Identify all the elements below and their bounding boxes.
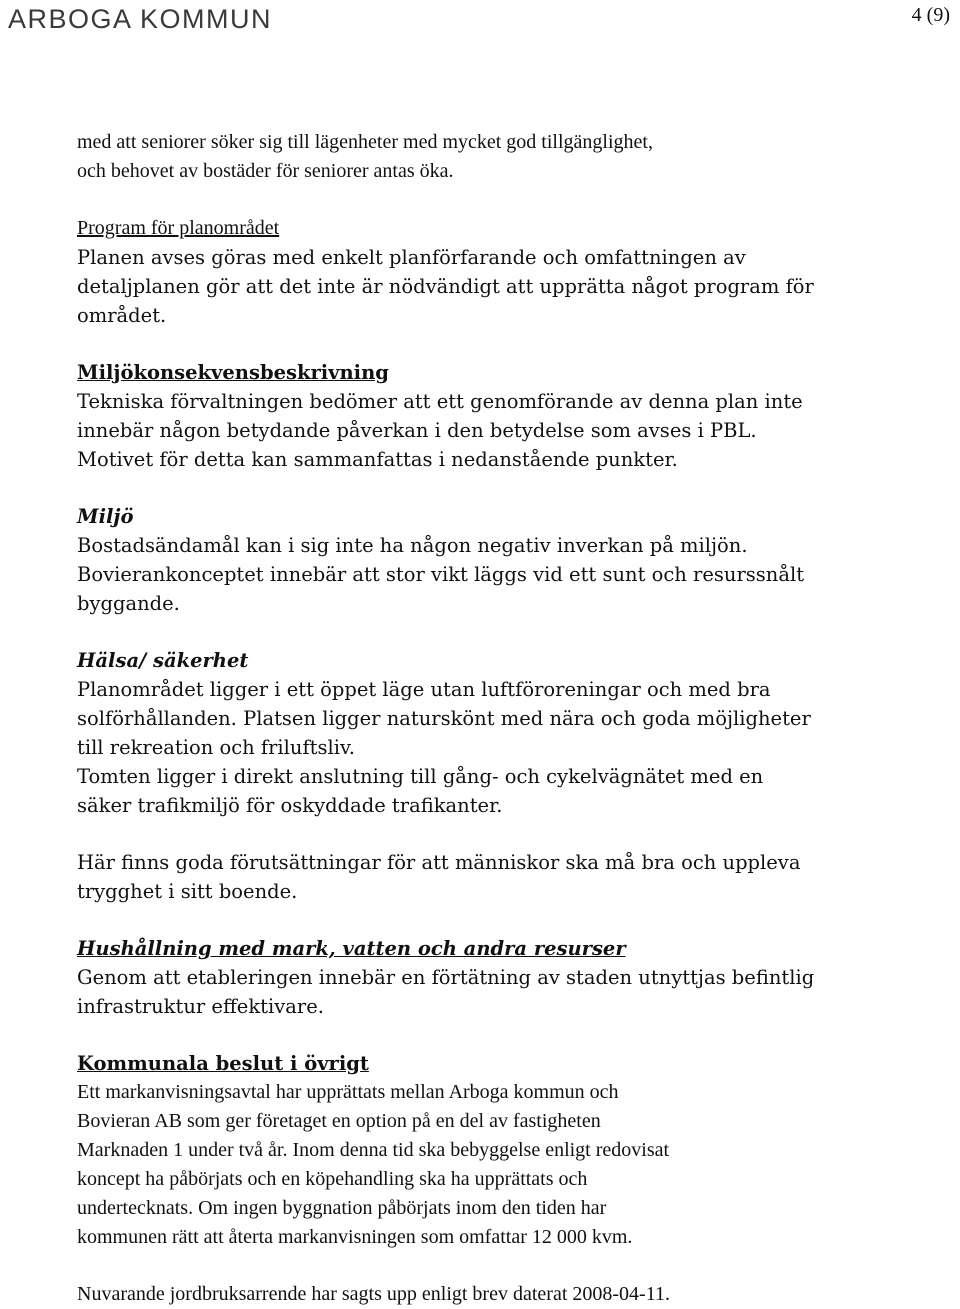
miljo-line: Bostadsändamål kan i sig inte ha någon negativ inverkan på miljön.	[77, 534, 748, 557]
page-number: 4 (9)	[911, 4, 950, 26]
program-line: Planen avses göras med enkelt planförfarande och omfattningen av	[77, 246, 746, 269]
kommunala-line: koncept ha påbörjats och en köpehandling ska ha upprättats och	[77, 1168, 588, 1190]
program-line: området.	[77, 304, 167, 327]
mkb-line: Tekniska förvaltningen bedömer att ett genomförande av denna plan inte	[77, 390, 803, 413]
arrende-line: Nuvarande jordbruksarrende har sagts upp enligt brev daterat 2008-04-11.	[77, 1283, 670, 1305]
heading-miljo: Miljö	[77, 505, 134, 528]
heading-mkb: Miljökonsekvensbeskrivning	[77, 361, 389, 384]
kommunala-line: kommunen rätt att återta markanvisningen som omfattar 12 000 kvm.	[77, 1226, 633, 1248]
halsa-extra-line: Här finns goda förutsättningar för att människor ska må bra och uppleva	[77, 851, 801, 874]
kommunala-line: undertecknats. Om ingen byggnation påbörjats inom den tiden har	[77, 1197, 607, 1219]
halsa-line: solförhållanden. Platsen ligger naturskönt med nära och goda möjligheter	[77, 707, 811, 730]
municipality-logo: ARBOGA KOMMUN	[8, 4, 273, 34]
miljo-line: Bovierankonceptet innebär att stor vikt läggs vid ett sunt och resurssnålt	[77, 563, 805, 586]
miljo-line: byggande.	[77, 592, 180, 615]
document-body	[77, 128, 947, 1309]
halsa-line: säker trafikmiljö för oskyddade trafikanter.	[77, 794, 503, 817]
halsa-line: Tomten ligger i direkt anslutning till gång- och cykelvägnätet med en	[77, 765, 764, 788]
hushallning-line: Genom att etableringen innebär en förtätning av staden utnyttjas befintlig	[77, 966, 815, 989]
mkb-line: Motivet för detta kan sammanfattas i nedanstående punkter.	[77, 448, 678, 471]
mkb-line: innebär någon betydande påverkan i den betydelse som avses i PBL.	[77, 419, 757, 442]
halsa-line: till rekreation och friluftsliv.	[77, 736, 355, 759]
heading-halsa: Hälsa/ säkerhet	[77, 649, 249, 672]
kommunala-line: Bovieran AB som ger företaget en option på en del av fastigheten	[77, 1110, 601, 1132]
kommunala-line: Ett markanvisningsavtal har upprättats mellan Arboga kommun och	[77, 1081, 619, 1103]
halsa-extra-line: trygghet i sitt boende.	[77, 880, 298, 903]
heading-hushallning: Hushållning med mark, vatten och andra resurser	[77, 937, 626, 960]
intro-line: och behovet av bostäder för seniorer antas öka.	[77, 160, 454, 182]
intro-line: med att seniorer söker sig till lägenheter med mycket god tillgänglighet,	[77, 131, 653, 153]
heading-kommunala: Kommunala beslut i övrigt	[77, 1052, 369, 1075]
hushallning-line: infrastruktur effektivare.	[77, 995, 324, 1018]
halsa-line: Planområdet ligger i ett öppet läge utan luftföroreningar och med bra	[77, 678, 771, 701]
kommunala-line: Marknaden 1 under två år. Inom denna tid ska bebyggelse enligt redovisat	[77, 1139, 670, 1161]
heading-program: Program för planområdet	[77, 217, 280, 239]
program-line: detaljplanen gör att det inte är nödvändigt att upprätta något program för	[77, 275, 814, 298]
